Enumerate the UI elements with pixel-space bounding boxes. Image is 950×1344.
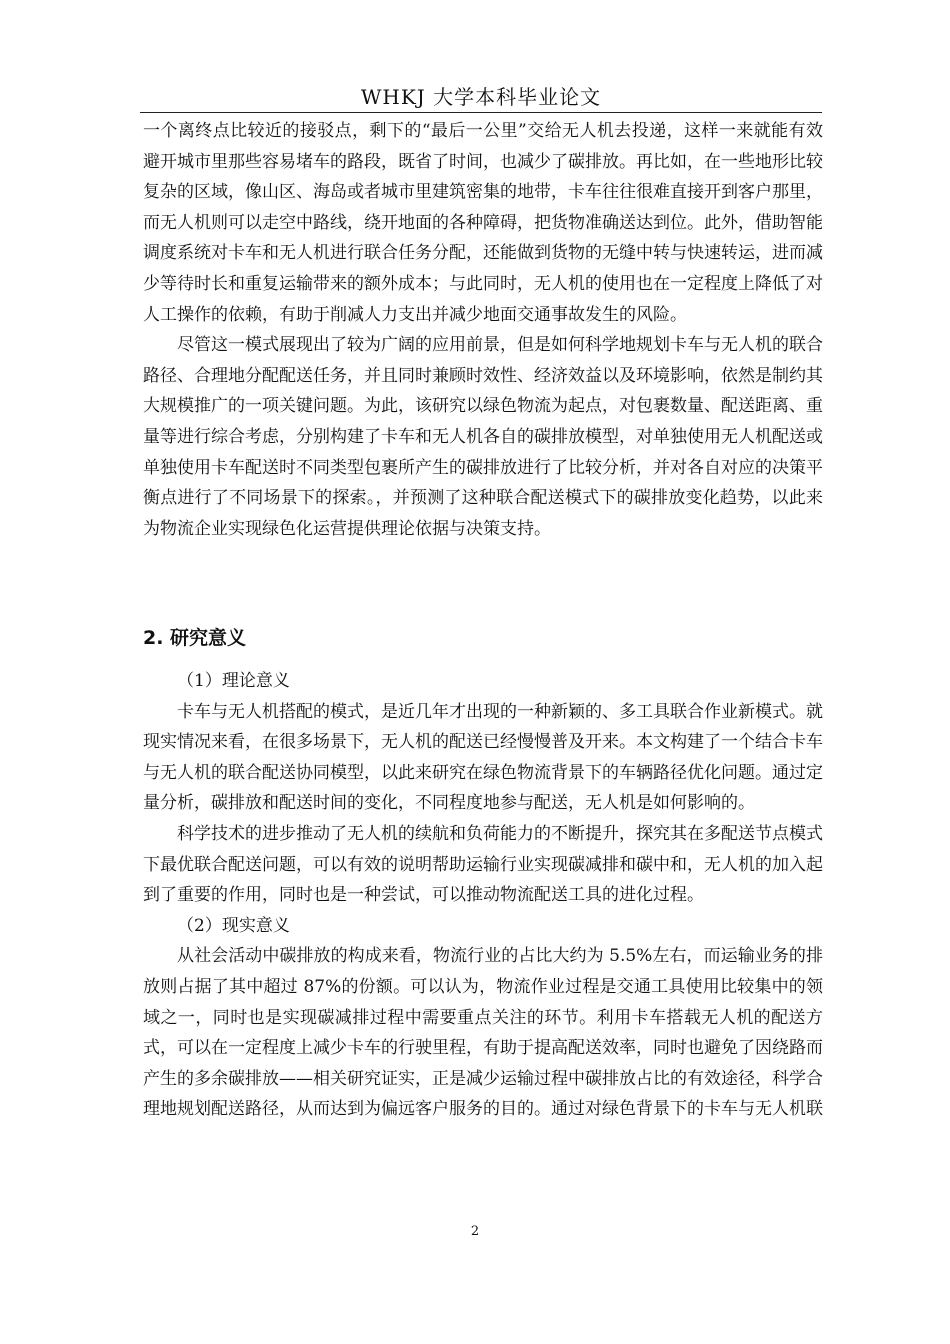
subsection-label: （1）理论意义 [177, 671, 290, 691]
paragraph: 科学技术的进步推动了无人机的续航和负荷能力的不断提升，探究其在多配送节点模式下最优联合配送问题，可以有效的说明帮助运输行业实现碳减排和碳中和，无人机的加入起到了重要的作用，同时也是一种尝试，可以推动物流配送工具的进化过程。 [143, 823, 823, 906]
section-heading: 2. 研究意义 [143, 627, 247, 649]
paragraph: 卡车与无人机搭配的模式，是近几年才出现的一种新颖的、多工具联合作业新模式。就现实情况来看，在很多场景下，无人机的配送已经慢慢普及开来。本文构建了一个结合卡车与无人机的联合配送协同模型，以此来研究在绿色物流背景下的车辆路径优化问题。通过定量分析，碳排放和配送时间的变化，不同程度地参与配送，无人机是如何影响的。 [143, 701, 823, 814]
paragraph: 一个离终点比较近的接驳点，剩下的“最后一公里”交给无人机去投递，这样一来就能有效避开城市里那些容易堵车的路段，既省了时间，也减少了碳排放。再比如，在一些地形比较复杂的区域，像山区、海岛或者城市里建筑密集的地带，卡车往往很难直接开到客户那里，而无人机则可以走空中路线，绕开地面的各种障碍，把货物准确送达到位。此外，借助智能调度系统对卡车和无人机进行联合任务分配，还能做到货物的无缝中转与快速转运，进而减少等待时长和重复运输带来的额外成本；与此同时，无人机的使用也在一定程度上降低了对人工操作的依赖，有助于削减人力支出并减少地面交通事故发生的风险。 [143, 121, 823, 325]
page-header: WHKJ 大学本科毕业论文 [360, 85, 602, 109]
header-divider [140, 112, 822, 113]
paragraph: 从社会活动中碳排放的构成来看，物流行业的占比大约为 5.5%左右，而运输业务的排放则占据了其中超过 87%的份额。可以认为，物流作业过程是交通工具使用比较集中的领域之一，同时也是实现碳减排过程中需要重点关注的环节。利用卡车搭载无人机的配送方式，可以在一定程度上减少卡车的行驶里程，有助于提高配送效率，同时也避免了因绕路而产生的多余碳排放——相关研究证实，正是减少运输过程中碳排放占比的有效途径，科学合理地规划配送路径，从而达到为偏远客户服务的目的。通过对绿色背景下的卡车与无人机联 [143, 946, 823, 1120]
paragraph: 尽管这一模式展现出了较为广阔的应用前景，但是如何科学地规划卡车与无人机的联合路径、合理地分配配送任务，并且同时兼顾时效性、经济效益以及环境影响，依然是制约其大规模推广的一项关键问题。为此，该研究以绿色物流为起点，对包裹数量、配送距离、重量等进行综合考虑，分别构建了卡车和无人机各自的碳排放模型，对单独使用无人机配送或单独使用卡车配送时不同类型包裹所产生的碳排放进行了比较分析，并对各自对应的决策平衡点进行了不同场景下的探索。，并预测了这种联合配送模式下的碳排放变化趋势，以此来为物流企业实现绿色化运营提供理论依据与决策支持。 [143, 335, 823, 539]
subsection-label: （2）现实意义 [177, 915, 290, 936]
section1-body [143, 116, 823, 544]
page-number: 2 [470, 1224, 480, 1239]
section2-body [143, 666, 823, 1125]
